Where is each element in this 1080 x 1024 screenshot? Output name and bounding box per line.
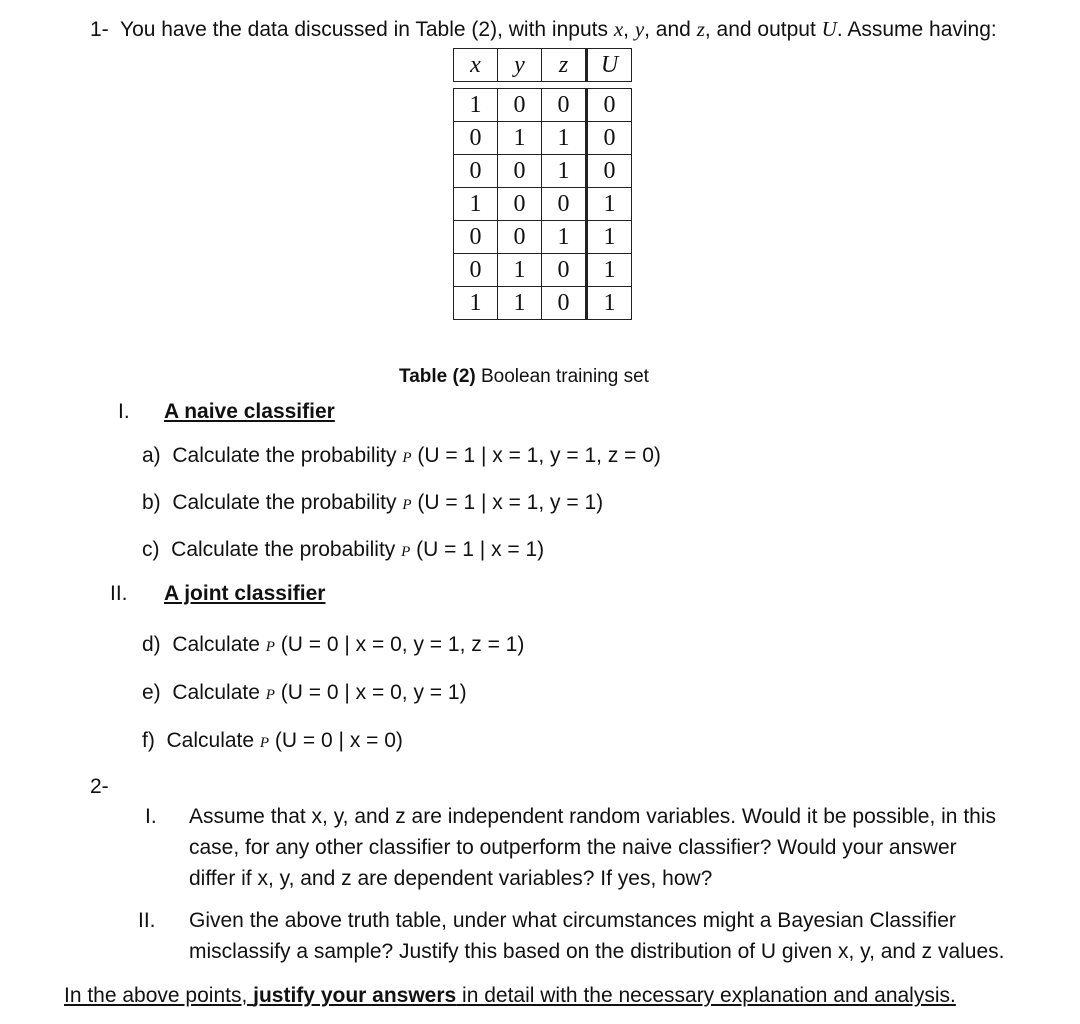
table-row bbox=[454, 155, 632, 188]
table-cell: 1 bbox=[542, 122, 587, 155]
table-row bbox=[454, 122, 632, 155]
table-cell: 1 bbox=[498, 254, 542, 287]
section-1-title: A naive classifier bbox=[164, 400, 335, 423]
table-cell: 0 bbox=[587, 155, 632, 188]
table-cell: 0 bbox=[454, 254, 498, 287]
q2-item-numeral: I. bbox=[145, 805, 157, 828]
table-cell: 1 bbox=[542, 221, 587, 254]
table-row bbox=[454, 89, 632, 122]
header-x: x bbox=[454, 49, 498, 82]
table-cell: 0 bbox=[498, 221, 542, 254]
q2-item-1-text: Assume that x, y, and z are independent random variables. Would it be possible, in this case, for any other classifier to outperform the naive classifier? Would your answer differ if x, y, and z are dependent variables? If yes, how? bbox=[189, 805, 997, 890]
table-cell: 0 bbox=[542, 254, 587, 287]
table-cell: 1 bbox=[498, 122, 542, 155]
table-cell: 1 bbox=[542, 155, 587, 188]
table-cell: 0 bbox=[454, 122, 498, 155]
table-cell: 1 bbox=[454, 188, 498, 221]
table-cell: 0 bbox=[498, 155, 542, 188]
table-cell: 1 bbox=[454, 89, 498, 122]
question-2-number: 2- bbox=[90, 775, 109, 798]
header-z: z bbox=[542, 49, 587, 82]
list-item: f) Calculate P (U = 0 | x = 0) bbox=[142, 729, 403, 752]
list-item: a) Calculate the probability P (U = 1 | x = 1, y = 1, z = 0) bbox=[142, 444, 661, 467]
table-row bbox=[454, 188, 632, 221]
table-row bbox=[454, 221, 632, 254]
section-1-numeral: I. bbox=[118, 400, 130, 423]
table-cell: 0 bbox=[587, 122, 632, 155]
section-2-title: A joint classifier bbox=[164, 582, 326, 605]
header-y: y bbox=[498, 49, 542, 82]
table-caption: Table (2) Boolean training set bbox=[399, 366, 649, 387]
header-u: U bbox=[587, 49, 632, 82]
table-body bbox=[454, 82, 632, 320]
table-cell: 1 bbox=[587, 188, 632, 221]
table-cell: 0 bbox=[454, 221, 498, 254]
table-cell: 1 bbox=[498, 287, 542, 320]
table-cell: 0 bbox=[542, 89, 587, 122]
truth-table bbox=[453, 48, 632, 320]
table-row bbox=[454, 254, 632, 287]
list-item: c) Calculate the probability P (U = 1 | x = 1) bbox=[142, 538, 545, 561]
table-cell: 1 bbox=[587, 221, 632, 254]
question-1-intro: 1- You have the data discussed in Table (2), with inputs x, y, and z, and output U. Assume having: bbox=[90, 17, 997, 41]
q2-item-numeral: II. bbox=[138, 909, 156, 932]
footer-note: In the above points, justify your answers in detail with the necessary explanation and analysis. bbox=[64, 984, 956, 1007]
table-cell: 1 bbox=[454, 287, 498, 320]
table-cell: 0 bbox=[542, 188, 587, 221]
list-item: d) Calculate P (U = 0 | x = 0, y = 1, z = 1) bbox=[142, 633, 525, 656]
table-cell: 0 bbox=[498, 188, 542, 221]
table-cell: 0 bbox=[454, 155, 498, 188]
list-item: e) Calculate P (U = 0 | x = 0, y = 1) bbox=[142, 681, 467, 704]
list-item: b) Calculate the probability P (U = 1 | x = 1, y = 1) bbox=[142, 491, 604, 514]
table-cell: 0 bbox=[498, 89, 542, 122]
section-2-numeral: II. bbox=[110, 582, 128, 605]
table-cell: 0 bbox=[542, 287, 587, 320]
q2-item-2-text: Given the above truth table, under what circumstances might a Bayesian Classifier misclassify a sample? Justify this based on the distribution of U given x, y, and z values. bbox=[189, 909, 1005, 963]
question-number: 1- bbox=[90, 18, 109, 41]
table-cell: 1 bbox=[587, 287, 632, 320]
table-cell: 1 bbox=[587, 254, 632, 287]
table-row bbox=[454, 287, 632, 320]
table-header-row bbox=[454, 49, 632, 82]
table-cell: 0 bbox=[587, 89, 632, 122]
